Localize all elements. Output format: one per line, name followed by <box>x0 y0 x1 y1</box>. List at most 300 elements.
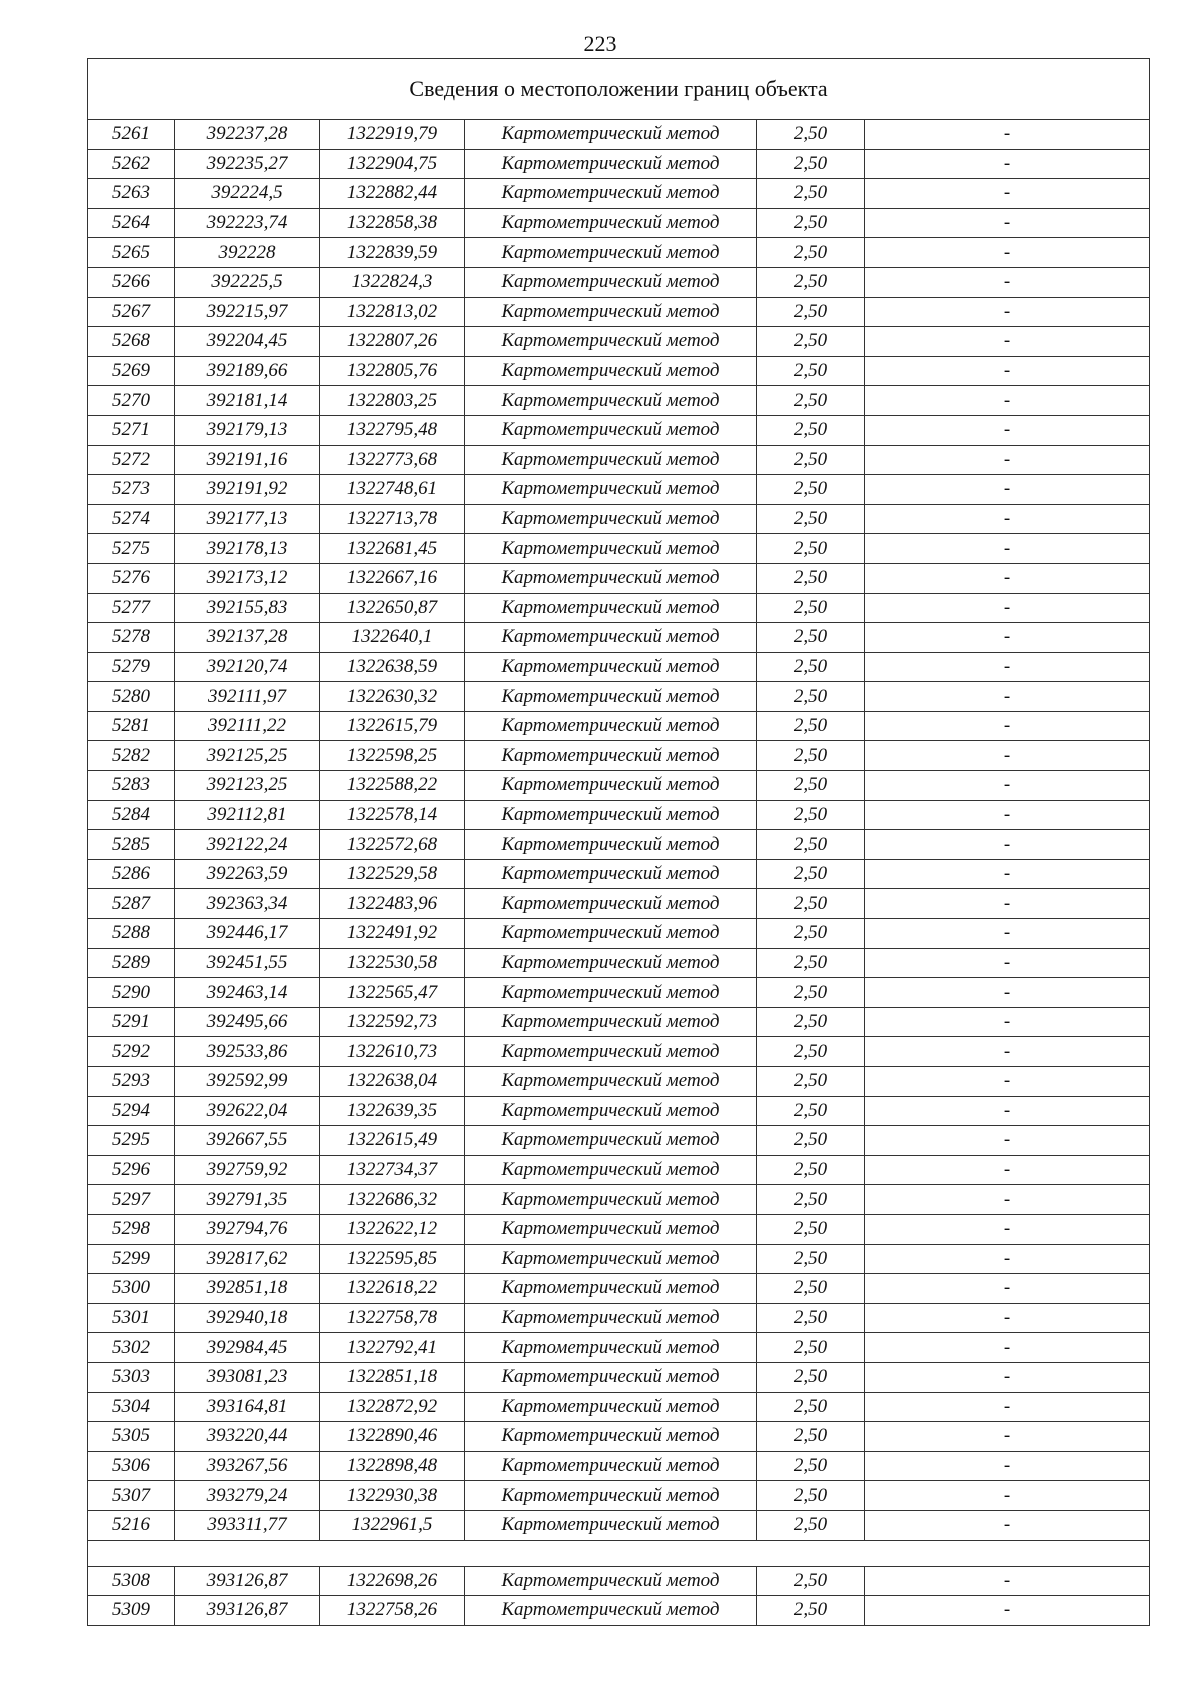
point-description-cell: - <box>865 1155 1150 1185</box>
coordinate-y-cell: 1322858,38 <box>320 208 465 238</box>
position-error-cell: 2,50 <box>757 297 865 327</box>
point-description-cell: - <box>865 1185 1150 1215</box>
point-number-cell: 5275 <box>88 534 175 564</box>
coordinate-x-cell: 392204,45 <box>175 327 320 357</box>
coordinate-x-cell: 392179,13 <box>175 415 320 445</box>
position-error-cell: 2,50 <box>757 445 865 475</box>
coordinate-y-cell: 1322851,18 <box>320 1362 465 1392</box>
coordinate-x-cell: 393126,87 <box>175 1596 320 1626</box>
point-number-cell: 5305 <box>88 1422 175 1452</box>
coordinate-y-cell: 1322686,32 <box>320 1185 465 1215</box>
coordinate-x-cell: 392224,5 <box>175 179 320 209</box>
point-number-cell: 5300 <box>88 1274 175 1304</box>
point-description-cell: - <box>865 208 1150 238</box>
determination-method-cell: Картометрический метод <box>465 652 757 682</box>
table-row <box>88 800 1150 830</box>
point-number-cell: 5302 <box>88 1333 175 1363</box>
coordinate-y-cell: 1322650,87 <box>320 593 465 623</box>
point-number-cell: 5282 <box>88 741 175 771</box>
position-error-cell: 2,50 <box>757 386 865 416</box>
point-description-cell: - <box>865 120 1150 150</box>
coordinate-y-cell: 1322565,47 <box>320 978 465 1008</box>
coordinate-x-cell: 392446,17 <box>175 919 320 949</box>
point-description-cell: - <box>865 652 1150 682</box>
coordinate-y-cell: 1322713,78 <box>320 504 465 534</box>
table-row <box>88 1481 1150 1511</box>
determination-method-cell: Картометрический метод <box>465 1037 757 1067</box>
position-error-cell: 2,50 <box>757 1067 865 1097</box>
table-row <box>88 623 1150 653</box>
coordinate-y-cell: 1322618,22 <box>320 1274 465 1304</box>
coordinate-y-cell: 1322904,75 <box>320 149 465 179</box>
position-error-cell: 2,50 <box>757 1596 865 1626</box>
point-number-cell: 5264 <box>88 208 175 238</box>
coordinate-x-cell: 393164,81 <box>175 1392 320 1422</box>
table-row <box>88 1155 1150 1185</box>
coordinate-y-cell: 1322638,59 <box>320 652 465 682</box>
coordinate-x-cell: 393279,24 <box>175 1481 320 1511</box>
point-description-cell: - <box>865 563 1150 593</box>
coordinate-y-cell: 1322639,35 <box>320 1096 465 1126</box>
position-error-cell: 2,50 <box>757 475 865 505</box>
coordinate-x-cell: 392215,97 <box>175 297 320 327</box>
coordinate-y-cell: 1322615,49 <box>320 1126 465 1156</box>
point-number-cell: 5299 <box>88 1244 175 1274</box>
table-row <box>88 1422 1150 1452</box>
coordinate-x-cell: 392173,12 <box>175 563 320 593</box>
point-description-cell: - <box>865 1274 1150 1304</box>
point-description-cell: - <box>865 830 1150 860</box>
table-row <box>88 771 1150 801</box>
point-number-cell: 5301 <box>88 1303 175 1333</box>
point-number-cell: 5289 <box>88 948 175 978</box>
coordinate-y-cell: 1322640,1 <box>320 623 465 653</box>
determination-method-cell: Картометрический метод <box>465 1007 757 1037</box>
point-description-cell: - <box>865 623 1150 653</box>
position-error-cell: 2,50 <box>757 1510 865 1540</box>
determination-method-cell: Картометрический метод <box>465 1214 757 1244</box>
position-error-cell: 2,50 <box>757 504 865 534</box>
position-error-cell: 2,50 <box>757 1126 865 1156</box>
determination-method-cell: Картометрический метод <box>465 1067 757 1097</box>
point-description-cell: - <box>865 1566 1150 1596</box>
point-description-cell: - <box>865 948 1150 978</box>
position-error-cell: 2,50 <box>757 889 865 919</box>
position-error-cell: 2,50 <box>757 652 865 682</box>
point-number-cell: 5307 <box>88 1481 175 1511</box>
point-description-cell: - <box>865 889 1150 919</box>
table-row <box>88 1244 1150 1274</box>
coordinate-x-cell: 392263,59 <box>175 859 320 889</box>
coordinate-x-cell: 392791,35 <box>175 1185 320 1215</box>
point-number-cell: 5287 <box>88 889 175 919</box>
coordinate-y-cell: 1322824,3 <box>320 267 465 297</box>
position-error-cell: 2,50 <box>757 978 865 1008</box>
determination-method-cell: Картометрический метод <box>465 149 757 179</box>
position-error-cell: 2,50 <box>757 830 865 860</box>
position-error-cell: 2,50 <box>757 149 865 179</box>
point-number-cell: 5284 <box>88 800 175 830</box>
position-error-cell: 2,50 <box>757 534 865 564</box>
position-error-cell: 2,50 <box>757 327 865 357</box>
point-description-cell: - <box>865 504 1150 534</box>
table-row <box>88 1333 1150 1363</box>
position-error-cell: 2,50 <box>757 1244 865 1274</box>
point-number-cell: 5285 <box>88 830 175 860</box>
coordinate-x-cell: 392125,25 <box>175 741 320 771</box>
coordinate-x-cell: 392622,04 <box>175 1096 320 1126</box>
point-description-cell: - <box>865 267 1150 297</box>
table-row <box>88 593 1150 623</box>
determination-method-cell: Картометрический метод <box>465 504 757 534</box>
coordinate-y-cell: 1322758,78 <box>320 1303 465 1333</box>
coordinate-x-cell: 393220,44 <box>175 1422 320 1452</box>
determination-method-cell: Картометрический метод <box>465 238 757 268</box>
coordinate-x-cell: 392111,97 <box>175 682 320 712</box>
determination-method-cell: Картометрический метод <box>465 1303 757 1333</box>
position-error-cell: 2,50 <box>757 919 865 949</box>
coordinate-y-cell: 1322638,04 <box>320 1067 465 1097</box>
table-body <box>88 59 1150 1626</box>
position-error-cell: 2,50 <box>757 238 865 268</box>
determination-method-cell: Картометрический метод <box>465 682 757 712</box>
position-error-cell: 2,50 <box>757 1451 865 1481</box>
table-row <box>88 534 1150 564</box>
table-row <box>88 682 1150 712</box>
table-row <box>88 1451 1150 1481</box>
table-row <box>88 120 1150 150</box>
coordinate-y-cell: 1322758,26 <box>320 1596 465 1626</box>
point-description-cell: - <box>865 859 1150 889</box>
coordinate-x-cell: 392667,55 <box>175 1126 320 1156</box>
coordinate-x-cell: 392178,13 <box>175 534 320 564</box>
table-row <box>88 238 1150 268</box>
point-description-cell: - <box>865 1333 1150 1363</box>
determination-method-cell: Картометрический метод <box>465 859 757 889</box>
point-description-cell: - <box>865 1481 1150 1511</box>
coordinate-x-cell: 392817,62 <box>175 1244 320 1274</box>
coordinate-x-cell: 392794,76 <box>175 1214 320 1244</box>
position-error-cell: 2,50 <box>757 208 865 238</box>
position-error-cell: 2,50 <box>757 1096 865 1126</box>
point-number-cell: 5216 <box>88 1510 175 1540</box>
coordinate-x-cell: 392851,18 <box>175 1274 320 1304</box>
table-row <box>88 356 1150 386</box>
table-row <box>88 1510 1150 1540</box>
point-description-cell: - <box>865 1392 1150 1422</box>
point-number-cell: 5271 <box>88 415 175 445</box>
determination-method-cell: Картометрический метод <box>465 179 757 209</box>
table-row <box>88 889 1150 919</box>
point-number-cell: 5292 <box>88 1037 175 1067</box>
coordinate-x-cell: 392759,92 <box>175 1155 320 1185</box>
point-number-cell: 5265 <box>88 238 175 268</box>
determination-method-cell: Картометрический метод <box>465 120 757 150</box>
determination-method-cell: Картометрический метод <box>465 1126 757 1156</box>
table-row <box>88 1126 1150 1156</box>
table-row <box>88 415 1150 445</box>
coordinate-x-cell: 393267,56 <box>175 1451 320 1481</box>
coordinate-y-cell: 1322530,58 <box>320 948 465 978</box>
table-row <box>88 948 1150 978</box>
point-number-cell: 5269 <box>88 356 175 386</box>
point-number-cell: 5262 <box>88 149 175 179</box>
position-error-cell: 2,50 <box>757 948 865 978</box>
table-row <box>88 208 1150 238</box>
position-error-cell: 2,50 <box>757 1481 865 1511</box>
determination-method-cell: Картометрический метод <box>465 1333 757 1363</box>
table-row <box>88 149 1150 179</box>
determination-method-cell: Картометрический метод <box>465 356 757 386</box>
position-error-cell: 2,50 <box>757 179 865 209</box>
point-description-cell: - <box>865 1244 1150 1274</box>
boundary-coordinates-table <box>87 58 1150 1626</box>
point-number-cell: 5296 <box>88 1155 175 1185</box>
point-description-cell: - <box>865 1596 1150 1626</box>
point-description-cell: - <box>865 297 1150 327</box>
position-error-cell: 2,50 <box>757 1333 865 1363</box>
point-description-cell: - <box>865 1422 1150 1452</box>
determination-method-cell: Картометрический метод <box>465 327 757 357</box>
coordinate-y-cell: 1322595,85 <box>320 1244 465 1274</box>
point-number-cell: 5273 <box>88 475 175 505</box>
point-number-cell: 5277 <box>88 593 175 623</box>
coordinate-x-cell: 392495,66 <box>175 1007 320 1037</box>
position-error-cell: 2,50 <box>757 1037 865 1067</box>
determination-method-cell: Картометрический метод <box>465 475 757 505</box>
table-row <box>88 1214 1150 1244</box>
table-row <box>88 445 1150 475</box>
coordinate-y-cell: 1322805,76 <box>320 356 465 386</box>
coordinate-x-cell: 393081,23 <box>175 1362 320 1392</box>
point-description-cell: - <box>865 1303 1150 1333</box>
table-row <box>88 919 1150 949</box>
point-number-cell: 5281 <box>88 711 175 741</box>
point-description-cell: - <box>865 445 1150 475</box>
point-description-cell: - <box>865 711 1150 741</box>
coordinate-x-cell: 392112,81 <box>175 800 320 830</box>
determination-method-cell: Картометрический метод <box>465 1155 757 1185</box>
point-number-cell: 5272 <box>88 445 175 475</box>
point-description-cell: - <box>865 327 1150 357</box>
determination-method-cell: Картометрический метод <box>465 800 757 830</box>
coordinate-y-cell: 1322919,79 <box>320 120 465 150</box>
determination-method-cell: Картометрический метод <box>465 445 757 475</box>
table-row <box>88 386 1150 416</box>
point-description-cell: - <box>865 1510 1150 1540</box>
coordinate-x-cell: 392940,18 <box>175 1303 320 1333</box>
coordinate-x-cell: 392533,86 <box>175 1037 320 1067</box>
table-row <box>88 1274 1150 1304</box>
table-row <box>88 978 1150 1008</box>
point-number-cell: 5297 <box>88 1185 175 1215</box>
position-error-cell: 2,50 <box>757 1274 865 1304</box>
table-row <box>88 297 1150 327</box>
determination-method-cell: Картометрический метод <box>465 1096 757 1126</box>
table-row <box>88 1596 1150 1626</box>
coordinate-x-cell: 392363,34 <box>175 889 320 919</box>
point-description-cell: - <box>865 682 1150 712</box>
coordinate-y-cell: 1322748,61 <box>320 475 465 505</box>
point-number-cell: 5280 <box>88 682 175 712</box>
coordinate-y-cell: 1322792,41 <box>320 1333 465 1363</box>
determination-method-cell: Картометрический метод <box>465 1481 757 1511</box>
position-error-cell: 2,50 <box>757 1155 865 1185</box>
point-number-cell: 5279 <box>88 652 175 682</box>
point-description-cell: - <box>865 800 1150 830</box>
position-error-cell: 2,50 <box>757 741 865 771</box>
point-description-cell: - <box>865 1096 1150 1126</box>
coordinate-x-cell: 392463,14 <box>175 978 320 1008</box>
page-number: 223 <box>583 31 617 56</box>
coordinate-y-cell: 1322698,26 <box>320 1566 465 1596</box>
group-separator-row <box>88 1540 1150 1566</box>
coordinate-y-cell: 1322930,38 <box>320 1481 465 1511</box>
point-description-cell: - <box>865 534 1150 564</box>
coordinate-x-cell: 392177,13 <box>175 504 320 534</box>
coordinate-x-cell: 392451,55 <box>175 948 320 978</box>
position-error-cell: 2,50 <box>757 682 865 712</box>
determination-method-cell: Картометрический метод <box>465 919 757 949</box>
coordinate-y-cell: 1322795,48 <box>320 415 465 445</box>
coordinate-y-cell: 1322773,68 <box>320 445 465 475</box>
determination-method-cell: Картометрический метод <box>465 711 757 741</box>
point-number-cell: 5291 <box>88 1007 175 1037</box>
coordinate-y-cell: 1322491,92 <box>320 919 465 949</box>
position-error-cell: 2,50 <box>757 120 865 150</box>
coordinate-y-cell: 1322578,14 <box>320 800 465 830</box>
point-number-cell: 5298 <box>88 1214 175 1244</box>
point-number-cell: 5276 <box>88 563 175 593</box>
coordinate-x-cell: 392592,99 <box>175 1067 320 1097</box>
coordinate-y-cell: 1322610,73 <box>320 1037 465 1067</box>
position-error-cell: 2,50 <box>757 623 865 653</box>
table-row <box>88 475 1150 505</box>
table-caption: Сведения о местоположении границ объекта <box>88 59 1150 120</box>
coordinate-y-cell: 1322803,25 <box>320 386 465 416</box>
coordinate-x-cell: 392225,5 <box>175 267 320 297</box>
position-error-cell: 2,50 <box>757 563 865 593</box>
point-description-cell: - <box>865 919 1150 949</box>
coordinate-y-cell: 1322882,44 <box>320 179 465 209</box>
coordinate-x-cell: 392111,22 <box>175 711 320 741</box>
table-row <box>88 1362 1150 1392</box>
position-error-cell: 2,50 <box>757 1185 865 1215</box>
coordinate-x-cell: 392984,45 <box>175 1333 320 1363</box>
point-number-cell: 5304 <box>88 1392 175 1422</box>
coordinate-y-cell: 1322588,22 <box>320 771 465 801</box>
position-error-cell: 2,50 <box>757 356 865 386</box>
position-error-cell: 2,50 <box>757 771 865 801</box>
determination-method-cell: Картометрический метод <box>465 415 757 445</box>
determination-method-cell: Картометрический метод <box>465 1244 757 1274</box>
position-error-cell: 2,50 <box>757 711 865 741</box>
point-number-cell: 5283 <box>88 771 175 801</box>
coordinate-y-cell: 1322592,73 <box>320 1007 465 1037</box>
coordinate-x-cell: 392137,28 <box>175 623 320 653</box>
coordinate-y-cell: 1322961,5 <box>320 1510 465 1540</box>
point-description-cell: - <box>865 978 1150 1008</box>
point-number-cell: 5306 <box>88 1451 175 1481</box>
point-number-cell: 5295 <box>88 1126 175 1156</box>
coordinate-y-cell: 1322529,58 <box>320 859 465 889</box>
determination-method-cell: Картометрический метод <box>465 1274 757 1304</box>
determination-method-cell: Картометрический метод <box>465 1510 757 1540</box>
position-error-cell: 2,50 <box>757 800 865 830</box>
point-description-cell: - <box>865 415 1150 445</box>
determination-method-cell: Картометрический метод <box>465 593 757 623</box>
determination-method-cell: Картометрический метод <box>465 830 757 860</box>
position-error-cell: 2,50 <box>757 1303 865 1333</box>
coordinate-y-cell: 1322622,12 <box>320 1214 465 1244</box>
point-description-cell: - <box>865 386 1150 416</box>
position-error-cell: 2,50 <box>757 1566 865 1596</box>
position-error-cell: 2,50 <box>757 267 865 297</box>
coordinate-x-cell: 393311,77 <box>175 1510 320 1540</box>
coordinate-x-cell: 392235,27 <box>175 149 320 179</box>
point-number-cell: 5308 <box>88 1566 175 1596</box>
group-separator-cell <box>88 1540 1150 1566</box>
position-error-cell: 2,50 <box>757 1007 865 1037</box>
point-number-cell: 5266 <box>88 267 175 297</box>
table-row <box>88 1566 1150 1596</box>
table-row <box>88 1185 1150 1215</box>
point-description-cell: - <box>865 238 1150 268</box>
point-description-cell: - <box>865 741 1150 771</box>
table-row <box>88 1392 1150 1422</box>
determination-method-cell: Картометрический метод <box>465 386 757 416</box>
coordinate-x-cell: 392228 <box>175 238 320 268</box>
coordinate-x-cell: 392237,28 <box>175 120 320 150</box>
point-description-cell: - <box>865 179 1150 209</box>
coordinate-y-cell: 1322807,26 <box>320 327 465 357</box>
table-row <box>88 1303 1150 1333</box>
point-description-cell: - <box>865 1007 1150 1037</box>
table-row <box>88 711 1150 741</box>
position-error-cell: 2,50 <box>757 1214 865 1244</box>
determination-method-cell: Картометрический метод <box>465 534 757 564</box>
point-description-cell: - <box>865 1362 1150 1392</box>
determination-method-cell: Картометрический метод <box>465 267 757 297</box>
table-row <box>88 830 1150 860</box>
caption-row <box>88 59 1150 120</box>
table-row <box>88 179 1150 209</box>
determination-method-cell: Картометрический метод <box>465 563 757 593</box>
point-number-cell: 5278 <box>88 623 175 653</box>
coordinate-y-cell: 1322890,46 <box>320 1422 465 1452</box>
point-description-cell: - <box>865 1451 1150 1481</box>
coordinate-x-cell: 392223,74 <box>175 208 320 238</box>
coordinate-x-cell: 392123,25 <box>175 771 320 801</box>
determination-method-cell: Картометрический метод <box>465 1362 757 1392</box>
determination-method-cell: Картометрический метод <box>465 623 757 653</box>
point-number-cell: 5303 <box>88 1362 175 1392</box>
table-row <box>88 563 1150 593</box>
determination-method-cell: Картометрический метод <box>465 297 757 327</box>
coordinate-y-cell: 1322898,48 <box>320 1451 465 1481</box>
table-row <box>88 1007 1150 1037</box>
coordinate-y-cell: 1322630,32 <box>320 682 465 712</box>
coordinate-y-cell: 1322598,25 <box>320 741 465 771</box>
point-description-cell: - <box>865 149 1150 179</box>
point-number-cell: 5267 <box>88 297 175 327</box>
coordinate-x-cell: 392155,83 <box>175 593 320 623</box>
determination-method-cell: Картометрический метод <box>465 1451 757 1481</box>
coordinate-y-cell: 1322681,45 <box>320 534 465 564</box>
coordinate-x-cell: 392191,92 <box>175 475 320 505</box>
determination-method-cell: Картометрический метод <box>465 741 757 771</box>
point-number-cell: 5274 <box>88 504 175 534</box>
